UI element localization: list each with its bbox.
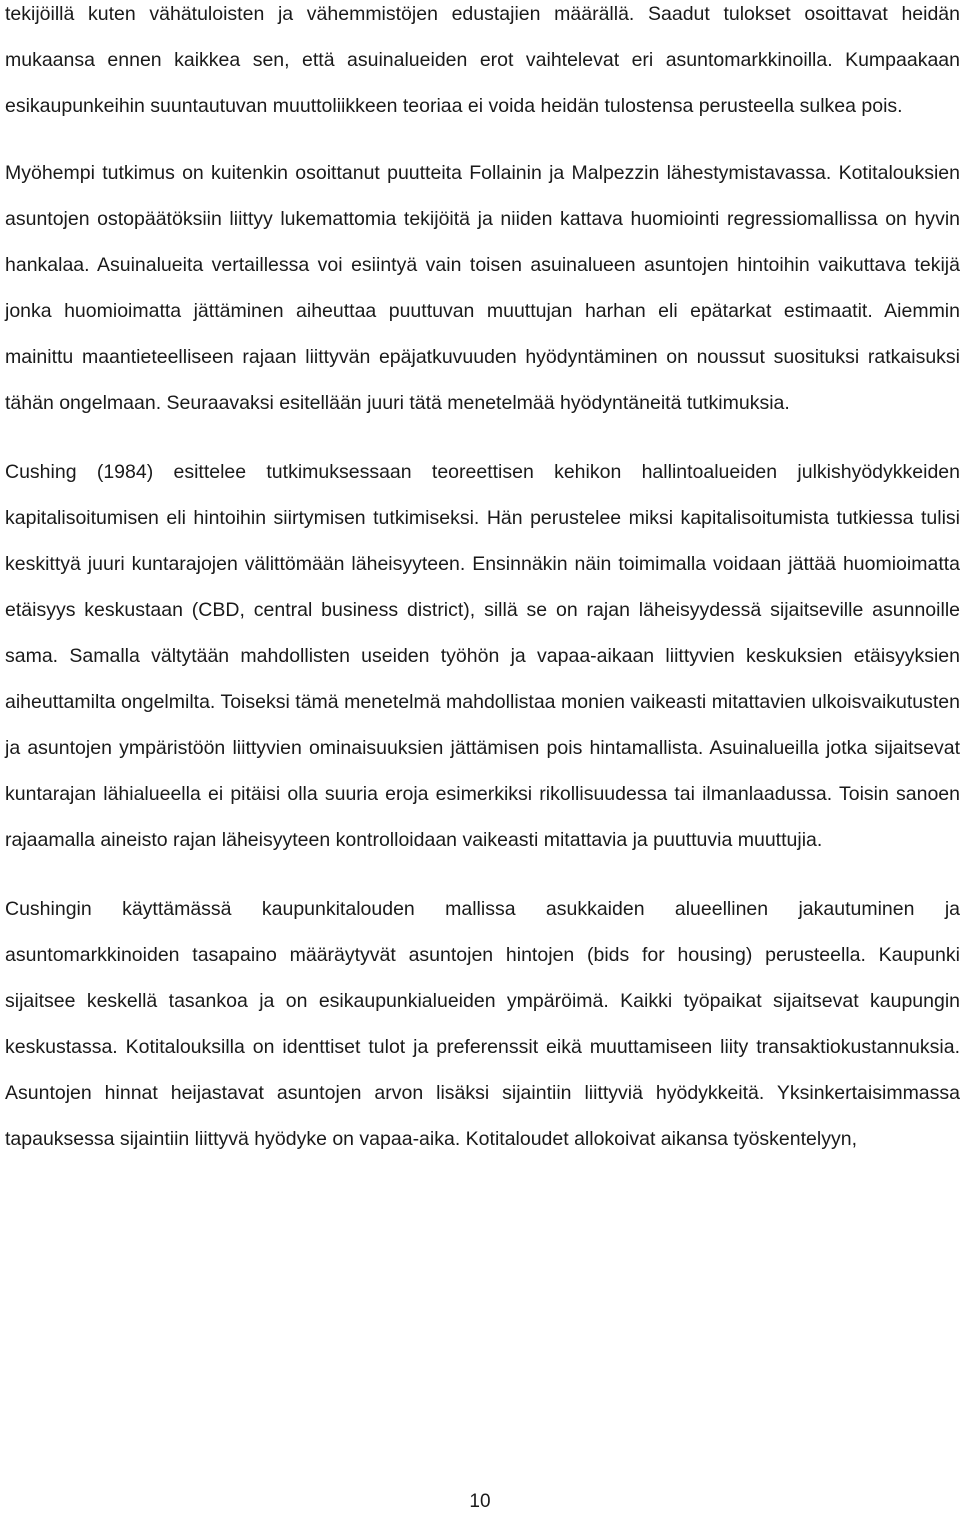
body-text	[5, 0, 960, 1185]
paragraph-4: Cushingin käyttämässä kaupunkitalouden mallissa asukkaiden alueellinen jakautuminen ja asuntomarkkinoiden tasapaino määräytyvät asuntojen hintojen (bids for housing) perusteella. Kaupunki sijaitsee keskellä tasankoa ja on esikaupunkialueiden ympäröimä. Kaikki työpaikat sijaitsevat kaupungin keskustassa. Kotitalouksilla on identtiset tulot ja preferenssit eikä muuttamiseen liity transaktiokustannuksia. Asuntojen hinnat heijastavat asuntojen arvon lisäksi sijaintiin liittyviä hyödykkeitä. Yksinkertaisimmassa tapauksessa sijaintiin liittyvä hyödyke on vapaa-aika. Kotitaloudet allokoivat aikansa työskentelyyn,	[5, 898, 960, 1150]
paragraph-1: tekijöillä kuten vähätuloisten ja vähemmistöjen edustajien määrällä. Saadut tulokset osoittavat heidän mukaansa ennen kaikkea sen, että asuinalueiden erot vaihtelevat eri asuntomarkkinoilla. Kumpaakaan esikaupunkeihin suuntautuvan muuttoliikkeen teoriaa ei voida heidän tulostensa perusteella sulkea pois.	[5, 3, 960, 117]
paragraph-3: Cushing (1984) esittelee tutkimuksessaan teoreettisen kehikon hallintoalueiden julkishyödykkeiden kapitalisoitumisen eli hintoihin siirtymisen tutkimiseksi. Hän perustelee miksi kapitalisoitumista tutkiessa tulisi keskittyä juuri kuntarajojen välittömään läheisyyteen. Ensinnäkin näin toimimalla voidaan jättää huomioimatta etäisyys keskustaan (CBD, central business district), sillä se on rajan läheisyydessä sijaitseville asunnoille sama. Samalla vältytään mahdollisten useiden työhön ja vapaa-aikaan liittyvien keskuksien etäisyyksien aiheuttamilta ongelmilta. Toiseksi tämä menetelmä mahdollistaa monien vaikeasti mitattavien ulkoisvaikutusten ja asuntojen ympäristöön liittyvien ominaisuuksien jättämisen pois hintamallista. Asuinalueilla jotka sijaitsevat kuntarajan lähialueella ei pitäisi olla suuria eroja esimerkiksi rikollisuudessa tai ilmanlaadussa. Toisin sanoen rajaamalla aineisto rajan läheisyyteen kontrolloidaan vaikeasti mitattavia ja puuttuvia muuttujia.	[5, 461, 960, 851]
paragraph-2: Myöhempi tutkimus on kuitenkin osoittanut puutteita Follainin ja Malpezzin lähestymistavassa. Kotitalouksien asuntojen ostopäätöksiin liittyy lukemattomia tekijöitä ja niiden kattava huomiointi regressiomallissa on hyvin hankalaa. Asuinalueita vertaillessa voi esiintyä vain toisen asuinalueen asuntojen hintoihin vaikuttava tekijä jonka huomioimatta jättäminen aiheuttaa puuttuvan muuttujan harhan eli epätarkat estimaatit. Aiemmin mainittu maantieteelliseen rajaan liittyvän epäjatkuvuuden hyödyntäminen on noussut suosituksi ratkaisuksi tähän ongelmaan. Seuraavaksi esitellään juuri tätä menetelmää hyödyntäneitä tutkimuksia.	[5, 162, 960, 414]
page-number: 10	[469, 1491, 491, 1512]
